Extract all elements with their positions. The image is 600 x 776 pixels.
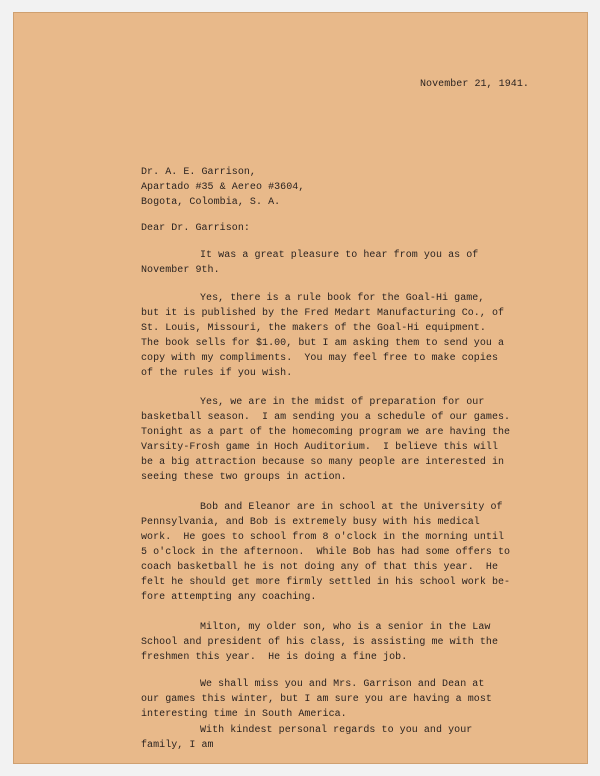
paragraph-line: November 9th. xyxy=(141,265,220,276)
paragraph-line: Tonight as a part of the homecoming program we are having the xyxy=(141,427,511,438)
recipient-address-line: Bogota, Colombia, S. A. xyxy=(141,197,281,208)
paragraph-line: work. He goes to school from 8 o'clock in the morning until xyxy=(141,532,505,543)
recipient-name: Dr. A. E. Garrison, xyxy=(141,167,256,178)
paragraph-line: Varsity-Frosh game in Hoch Auditorium. I believe this will xyxy=(141,442,499,453)
paragraph-line: felt he should get more firmly settled in his school work be- xyxy=(141,577,511,588)
paragraph-line: basketball season. I am sending you a schedule of our games. xyxy=(141,412,511,423)
salutation: Dear Dr. Garrison: xyxy=(141,223,250,234)
paragraph-line: Yes, we are in the midst of preparation for our xyxy=(200,397,485,408)
paragraph-line: our games this winter, but I am sure you are having a most xyxy=(141,694,492,705)
paragraph-line: Pennsylvania, and Bob is extremely busy with his medical xyxy=(141,517,480,528)
letter-page xyxy=(13,12,588,764)
paragraph-line: Yes, there is a rule book for the Goal-Hi game, xyxy=(200,293,485,304)
paragraph-line: interesting time in South America. xyxy=(141,709,347,720)
paragraph-line: We shall miss you and Mrs. Garrison and Dean at xyxy=(200,679,485,690)
paragraph-line: freshmen this year. He is doing a fine job. xyxy=(141,652,408,663)
paragraph-line: of the rules if you wish. xyxy=(141,368,293,379)
paragraph-line: be a big attraction because so many people are interested in xyxy=(141,457,505,468)
recipient-address-line: Apartado #35 & Aereo #3604, xyxy=(141,182,305,193)
paragraph-line: family, I am xyxy=(141,740,214,751)
paragraph-line: seeing these two groups in action. xyxy=(141,472,347,483)
paragraph-line: School and president of his class, is assisting me with the xyxy=(141,637,499,648)
paragraph-line: With kindest personal regards to you and your xyxy=(200,725,473,736)
paragraph-line: Bob and Eleanor are in school at the University of xyxy=(200,502,503,513)
paragraph-line: but it is published by the Fred Medart Manufacturing Co., of xyxy=(141,308,505,319)
paragraph-line: St. Louis, Missouri, the makers of the Goal-Hi equipment. xyxy=(141,323,486,334)
letter-date: November 21, 1941. xyxy=(420,79,529,90)
paragraph-line: The book sells for $1.00, but I am asking them to send you a xyxy=(141,338,505,349)
paragraph-line: 5 o'clock in the afternoon. While Bob has had some offers to xyxy=(141,547,511,558)
paragraph-line: It was a great pleasure to hear from you as of xyxy=(200,250,479,261)
paragraph-line: coach basketball he is not doing any of that this year. He xyxy=(141,562,499,573)
paragraph-line: copy with my compliments. You may feel free to make copies xyxy=(141,353,499,364)
paragraph-line: Milton, my older son, who is a senior in the Law xyxy=(200,622,491,633)
paragraph-line: fore attempting any coaching. xyxy=(141,592,317,603)
